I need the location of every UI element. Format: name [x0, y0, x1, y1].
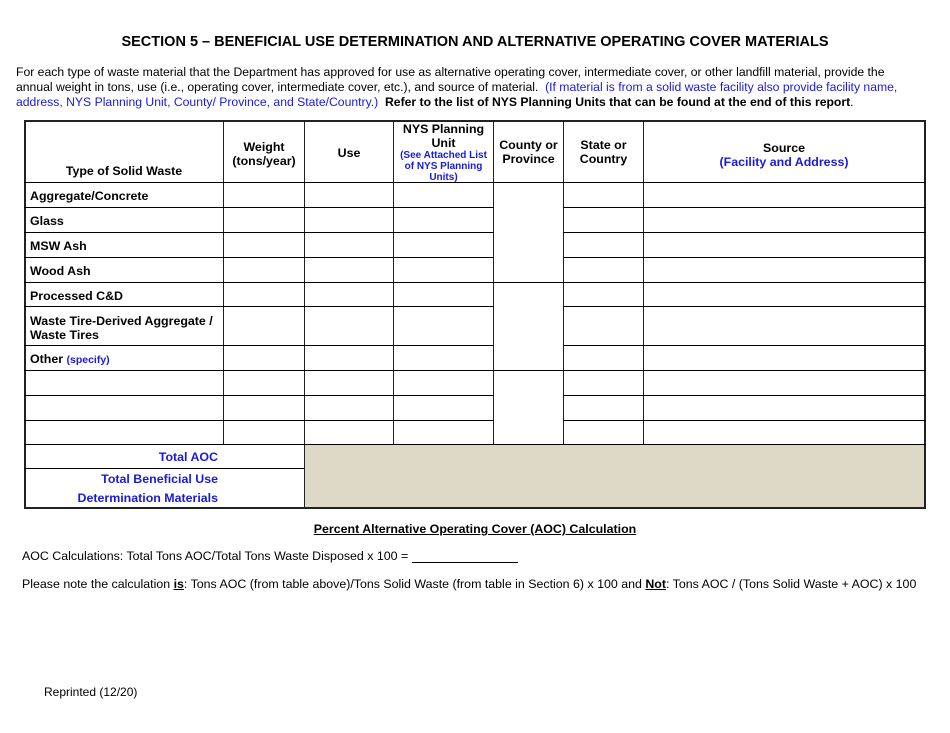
row-sep: [563, 306, 926, 307]
row-sep: [563, 232, 926, 233]
intro-line-2: annual weight in tons, use (i.e., operating cover, intermediate cover, etc.), and source of material. (If material is from a solid waste facility also provide facility name,: [16, 80, 898, 94]
total-aoc-label: Total AOC: [158, 450, 218, 464]
row-sep: [24, 257, 494, 258]
pct-aoc-title: Percent Alternative Operating Cover (AOC) Calculation: [313, 522, 637, 536]
aoc-calculation: AOC Calculations: Total Tons AOC/Total Tons Waste Disposed x 100 =: [22, 549, 518, 563]
row-sep: [563, 420, 926, 421]
aoc-table: [24, 120, 926, 509]
header-state: State or Country: [579, 138, 628, 166]
calculation-note: Please note the calculation is: Tons AOC (from table above)/Tons Solid Waste (from table in Section 6) x 100 and Not: Tons AOC / (Tons Solid Waste + AOC) x 100: [22, 577, 917, 591]
row-sep: [563, 207, 926, 208]
row-sep: [24, 395, 494, 396]
header-weight: Weight (tons/year): [232, 140, 296, 168]
header-nys-planning-unit: NYS Planning Unit (See Attached List of NYS Planning Units): [400, 122, 487, 183]
row-sep: [24, 370, 926, 371]
row-sep: [24, 306, 494, 307]
row-label-processed-cd: Processed C&D: [30, 289, 123, 303]
intro-line-3: address, NYS Planning Unit, County/ Province, and State/Country.) Refer to the list of NYS Planning Units that can be found at the end of this report.: [16, 95, 854, 109]
row-sep: [24, 345, 494, 346]
row-sep: [24, 420, 494, 421]
header-use: Use: [337, 146, 361, 160]
footer-reprinted: Reprinted (12/20): [44, 685, 138, 699]
shaded-area: [305, 445, 924, 507]
row-sep: [24, 468, 304, 469]
section-title: SECTION 5 – BENEFICIAL USE DETERMINATION AND ALTERNATIVE OPERATING COVER MATERIALS: [121, 34, 829, 50]
header-county: County or Province: [499, 138, 558, 166]
row-sep: [24, 232, 494, 233]
row-label-other: Other (specify): [30, 352, 110, 366]
row-sep: [563, 257, 926, 258]
header-type: Type of Solid Waste: [65, 164, 183, 178]
row-label-aggregate: Aggregate/Concrete: [30, 189, 149, 203]
row-sep: [563, 345, 926, 346]
row-sep: [24, 207, 494, 208]
header-source: Source (Facility and Address): [719, 141, 849, 169]
row-sep: [563, 395, 926, 396]
row-label-wood-ash: Wood Ash: [30, 264, 91, 278]
aoc-result-blank[interactable]: [412, 550, 518, 563]
row-label-glass: Glass: [30, 214, 64, 228]
intro-paragraph: [16, 65, 916, 110]
row-label-msw-ash: MSW Ash: [30, 239, 87, 253]
row-label-waste-tire: Waste Tire-Derived Aggregate / Waste Tires: [30, 314, 213, 342]
row-sep: [24, 282, 926, 283]
intro-line-1: For each type of waste material that the Department has approved for use as alternative operating cover, intermediate cover, or other landfill material, provide the: [16, 65, 885, 79]
total-bu-label: Total Beneficial Use Determination Materials: [77, 472, 218, 505]
